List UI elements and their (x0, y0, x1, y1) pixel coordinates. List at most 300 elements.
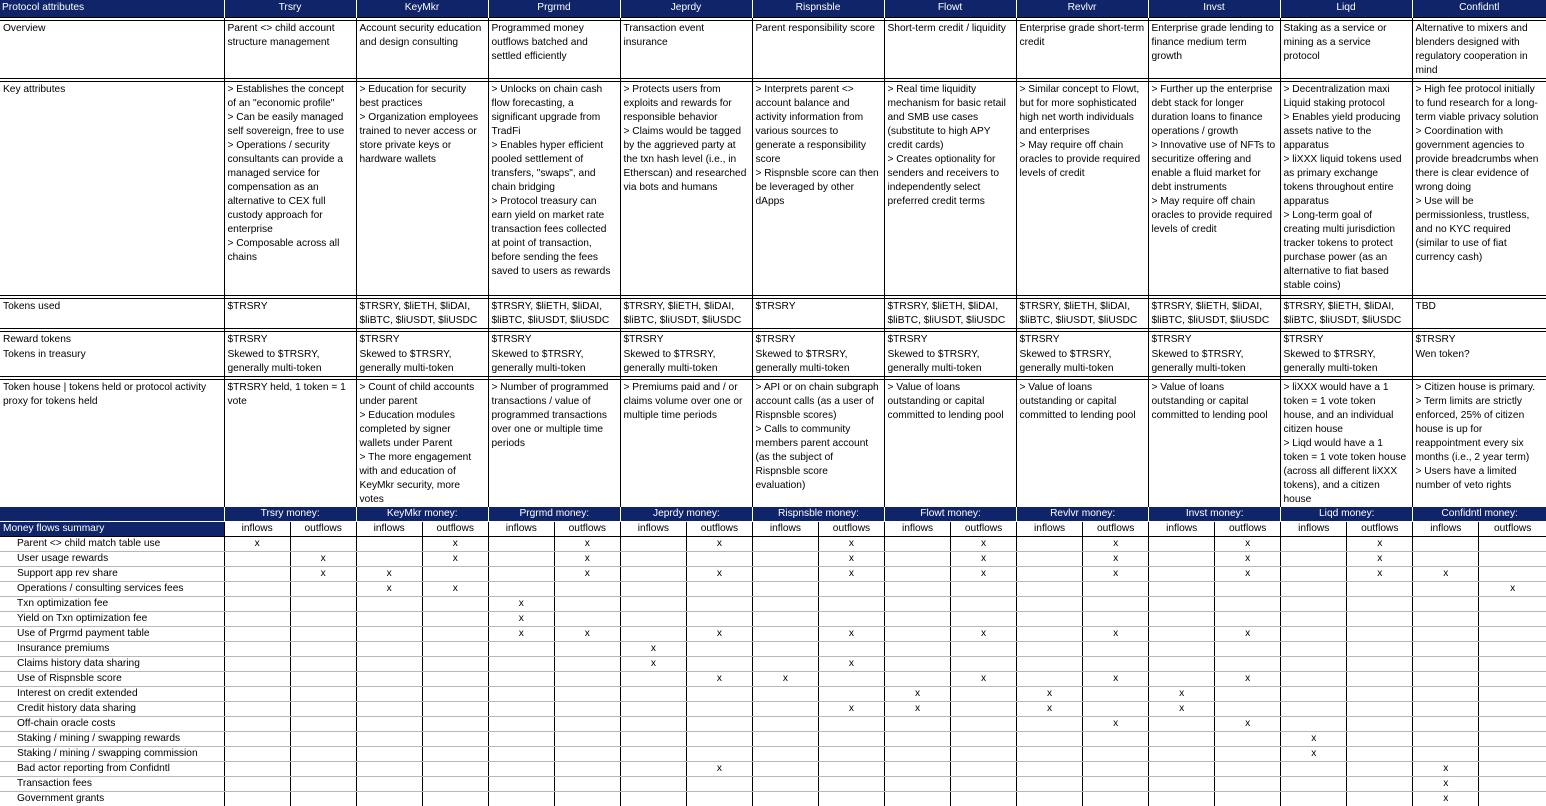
flow-cell (554, 702, 620, 717)
flow-mark: x (717, 568, 722, 579)
flow-cell (1215, 627, 1281, 642)
flow-cell (951, 612, 1017, 627)
flow-cell (1347, 597, 1413, 612)
flow-cell (422, 792, 488, 806)
outflows-header: outflows (686, 522, 752, 537)
flow-cell (752, 792, 818, 806)
inflows-header: inflows (1149, 522, 1215, 537)
flow-cell (1413, 657, 1479, 672)
flow-mark: x (849, 658, 854, 669)
flow-mark: x (717, 538, 722, 549)
flow-cell (1413, 642, 1479, 657)
protocol-header-row (0, 0, 1546, 18)
flow-cell (1413, 582, 1479, 597)
money-group-header: Revlvr money: (1017, 507, 1149, 522)
flow-cell (1215, 642, 1281, 657)
flow-mark: x (1245, 628, 1250, 639)
flow-cell (1479, 687, 1546, 702)
flow-mark: x (1113, 553, 1118, 564)
flow-cell (1149, 642, 1215, 657)
flow-mark: x (1179, 703, 1184, 714)
flow-mark: x (1113, 673, 1118, 684)
flow-cell (1347, 582, 1413, 597)
flow-cell (224, 627, 290, 642)
attribute-cell: $TRSRY (884, 332, 1016, 348)
attribute-cell: Skewed to $TRSRY, generally multi-token (884, 347, 1016, 377)
flow-cell (885, 717, 951, 732)
attribute-cell: Enterprise grade short-term credit (1016, 21, 1148, 79)
flow-cell (488, 702, 554, 717)
flow-cell (488, 792, 554, 806)
attribute-cell: > Decentralization maxi Liquid staking protocol > Enables yield producing assets native to the apparatus > liXXX liquid tokens used as primary exchange tokens throughout entire apparatus > Long-term goal of creating multi jurisdiction tracker tokens to protect purchase power (as an alternative to fiat based stable coins) (1280, 82, 1412, 296)
attribute-cell: Skewed to $TRSRY, generally multi-token (224, 347, 356, 377)
attribute-row-key (0, 82, 1546, 296)
flow-cell (752, 687, 818, 702)
flow-cell (1215, 567, 1281, 582)
flow-cell (488, 612, 554, 627)
flow-cell (224, 597, 290, 612)
flow-cell (356, 567, 422, 582)
flow-cell (686, 537, 752, 552)
flow-cell (1149, 537, 1215, 552)
flow-mark: x (387, 568, 392, 579)
flow-cell (1281, 552, 1347, 567)
flow-cell (422, 567, 488, 582)
flow-cell (554, 747, 620, 762)
flow-cell (951, 582, 1017, 597)
flow-cell (752, 762, 818, 777)
flow-cell (686, 672, 752, 687)
attribute-cell: > High fee protocol initially to fund research for a long-term viable privacy solution > Coordination with government agencies to provide breadcrumbs when there is clear evidence of wrong doing > Use will be permissionless, trustless, and no KYC required (similar to use of fiat currency cash) (1412, 82, 1546, 296)
flow-cell (1149, 657, 1215, 672)
flow-cell (422, 672, 488, 687)
flow-cell (1479, 747, 1546, 762)
flow-cell (1215, 657, 1281, 672)
flow-cell (752, 612, 818, 627)
flow-cell (1149, 762, 1215, 777)
attribute-cell: TBD (1412, 299, 1546, 329)
money-flow-label: Yield on Txn optimization fee (0, 612, 224, 627)
flow-mark: x (981, 553, 986, 564)
flow-cell (818, 792, 884, 806)
flow-cell (951, 777, 1017, 792)
flow-cell (554, 777, 620, 792)
attribute-row-treasury (0, 347, 1546, 377)
flow-cell (885, 672, 951, 687)
row-label: Tokens in treasury (0, 347, 224, 377)
inflows-header: inflows (620, 522, 686, 537)
flow-mark: x (981, 538, 986, 549)
flow-cell (885, 582, 951, 597)
flow-cell (951, 672, 1017, 687)
flow-mark: x (849, 628, 854, 639)
protocol-header: Liqd (1280, 0, 1412, 18)
flow-cell (1017, 717, 1083, 732)
attribute-cell: Transaction event insurance (620, 21, 752, 79)
flow-cell (1281, 537, 1347, 552)
flow-cell (686, 627, 752, 642)
flow-cell (951, 657, 1017, 672)
money-flow-row (0, 642, 1546, 657)
flow-cell (1281, 762, 1347, 777)
flow-cell (356, 702, 422, 717)
flow-cell (1347, 567, 1413, 582)
flow-cell (885, 537, 951, 552)
flow-cell (620, 747, 686, 762)
flow-cell (554, 552, 620, 567)
flow-cell (818, 747, 884, 762)
attribute-cell: > Value of loans outstanding or capital committed to lending pool (1148, 380, 1280, 508)
money-flow-row (0, 597, 1546, 612)
flow-cell (488, 597, 554, 612)
flow-cell (620, 627, 686, 642)
money-flow-row (0, 777, 1546, 792)
flow-cell (1479, 762, 1546, 777)
attribute-cell: > Protects users from exploits and rewards for responsible behavior > Claims would be tagged by the aggrieved party at the txn hash level (i.e., in Etherscan) and researched via bots and humans (620, 82, 752, 296)
flow-cell (1017, 642, 1083, 657)
inflows-header: inflows (1017, 522, 1083, 537)
money-group-header: Rispnsble money: (752, 507, 884, 522)
money-flow-label: Government grants (0, 792, 224, 806)
flow-cell (951, 687, 1017, 702)
flow-cell (818, 537, 884, 552)
money-flow-label: Parent <> child match table use (0, 537, 224, 552)
flow-cell (885, 657, 951, 672)
flow-cell (356, 762, 422, 777)
attribute-cell: $TRSRY, $liETH, $liDAI, $liBTC, $liUSDT, $liUSDC (620, 299, 752, 329)
flow-cell (224, 612, 290, 627)
attribute-cell: > Similar concept to Flowt, but for more sophisticated high net worth individuals and enterprises > May require off chain oracles to provide required levels of credit (1016, 82, 1148, 296)
money-flow-label: Staking / mining / swapping rewards (0, 732, 224, 747)
attribute-cell: > Unlocks on chain cash flow forecasting, a significant upgrade from TradFi > Enables hyper efficient pooled settlement of transfers, "swaps", and chain bridging > Protocol treasury can earn yield on market rate transaction fees collected at point of transaction, before sending the fees saved to users as rewards (488, 82, 620, 296)
flow-cell (1479, 732, 1546, 747)
flow-cell (885, 642, 951, 657)
flow-cell (1083, 762, 1149, 777)
attribute-cell: $TRSRY, $liETH, $liDAI, $liBTC, $liUSDT, $liUSDC (1280, 299, 1412, 329)
protocol-header: Confidntl (1412, 0, 1546, 18)
attribute-cell: > Number of programmed transactions / value of programmed transactions over one or multiple time periods (488, 380, 620, 508)
flow-cell (290, 672, 356, 687)
flow-cell (1083, 792, 1149, 806)
money-flow-row (0, 612, 1546, 627)
flow-cell (1215, 762, 1281, 777)
protocol-header: Rispnsble (752, 0, 884, 18)
money-flow-row (0, 672, 1546, 687)
flow-cell (554, 597, 620, 612)
inflows-header: inflows (1413, 522, 1479, 537)
flow-cell (290, 612, 356, 627)
flow-cell (1413, 732, 1479, 747)
flow-cell (951, 567, 1017, 582)
flow-cell (1413, 537, 1479, 552)
flow-cell (1083, 567, 1149, 582)
flow-cell (1413, 687, 1479, 702)
money-flow-label: Use of Rispnsble score (0, 672, 224, 687)
outflows-header: outflows (1347, 522, 1413, 537)
row-label: Tokens used (0, 299, 224, 329)
flow-cell (554, 687, 620, 702)
flow-cell (290, 627, 356, 642)
flow-cell (620, 717, 686, 732)
flow-cell (620, 567, 686, 582)
attribute-cell: Skewed to $TRSRY, generally multi-token (1148, 347, 1280, 377)
flow-cell (951, 642, 1017, 657)
flow-cell (356, 612, 422, 627)
flow-cell (1083, 537, 1149, 552)
flow-cell (1215, 582, 1281, 597)
attribute-cell: > Establishes the concept of an "economic profile" > Can be easily managed self sovereign, free to use > Operations / security consultants can provide a managed service for compensation as an alternative to CEX full custody approach for enterprise > Composable across all chains (224, 82, 356, 296)
flow-cell (1413, 612, 1479, 627)
flow-cell (356, 642, 422, 657)
flow-cell (290, 777, 356, 792)
attribute-cell: Short-term credit / liquidity (884, 21, 1016, 79)
money-group-header-row (0, 507, 1546, 522)
flow-cell (620, 537, 686, 552)
flow-mark: x (1510, 583, 1515, 594)
flow-cell (686, 717, 752, 732)
flow-cell (620, 732, 686, 747)
inflows-header: inflows (488, 522, 554, 537)
attribute-cell: $TRSRY, $liETH, $liDAI, $liBTC, $liUSDT, $liUSDC (1148, 299, 1280, 329)
flow-cell (752, 642, 818, 657)
flow-cell (1479, 552, 1546, 567)
flow-cell (818, 657, 884, 672)
flow-cell (1149, 627, 1215, 642)
flow-cell (1281, 672, 1347, 687)
flow-cell (1347, 672, 1413, 687)
attribute-cell: $TRSRY, $liETH, $liDAI, $liBTC, $liUSDT, $liUSDC (884, 299, 1016, 329)
flow-cell (1347, 627, 1413, 642)
attribute-cell: Skewed to $TRSRY, generally multi-token (488, 347, 620, 377)
flow-cell (620, 702, 686, 717)
flow-cell (1017, 777, 1083, 792)
flow-cell (356, 687, 422, 702)
money-flow-label: Interest on credit extended (0, 687, 224, 702)
flow-cell (1017, 762, 1083, 777)
flow-cell (1413, 567, 1479, 582)
flow-cell (290, 537, 356, 552)
flow-cell (752, 597, 818, 612)
flow-cell (1083, 582, 1149, 597)
flow-cell (752, 552, 818, 567)
money-flow-label: Operations / consulting services fees (0, 582, 224, 597)
flow-cell (224, 702, 290, 717)
flow-cell (1281, 612, 1347, 627)
flow-cell (422, 642, 488, 657)
flow-mark: x (1047, 703, 1052, 714)
flow-cell (224, 582, 290, 597)
flow-cell (290, 747, 356, 762)
flow-mark: x (585, 568, 590, 579)
flow-cell (356, 627, 422, 642)
flow-cell (1413, 627, 1479, 642)
flow-cell (554, 567, 620, 582)
protocol-header: Invst (1148, 0, 1280, 18)
flow-cell (422, 762, 488, 777)
flow-cell (554, 792, 620, 806)
outflows-header: outflows (1083, 522, 1149, 537)
flow-cell (752, 702, 818, 717)
flow-cell (1281, 687, 1347, 702)
flow-cell (1215, 702, 1281, 717)
flow-cell (885, 597, 951, 612)
flow-cell (1281, 657, 1347, 672)
attribute-cell: Alternative to mixers and blenders designed with regulatory cooperation in mind (1412, 21, 1546, 79)
flow-cell (1479, 597, 1546, 612)
flow-cell (818, 642, 884, 657)
flow-mark: x (1113, 568, 1118, 579)
flow-cell (1413, 702, 1479, 717)
inflows-header: inflows (752, 522, 818, 537)
attribute-cell: Programmed money outflows batched and settled efficiently (488, 21, 620, 79)
flow-cell (818, 717, 884, 732)
flow-mark: x (387, 583, 392, 594)
row-label: Key attributes (0, 82, 224, 296)
flow-cell (1281, 747, 1347, 762)
flow-cell (356, 597, 422, 612)
flow-cell (686, 642, 752, 657)
attribute-cell: > liXXX would have a 1 token = 1 vote token house, and an individual citizen house > Liqd would have a 1 token = 1 vote token house (across all different liXXX tokens), and a citizen house (1280, 380, 1412, 508)
money-flow-label: Credit history data sharing (0, 702, 224, 717)
flow-cell (554, 717, 620, 732)
flow-cell (752, 732, 818, 747)
flow-cell (818, 687, 884, 702)
attribute-cell: $TRSRY (752, 332, 884, 348)
flow-cell (818, 777, 884, 792)
attribute-cell: > Interprets parent <> account balance and activity information from various sources to generate a responsibility score > Rispnsble score can then be leveraged by other dApps (752, 82, 884, 296)
flow-cell (951, 762, 1017, 777)
flow-cell (290, 582, 356, 597)
money-flow-label: Bad actor reporting from Confidntl (0, 762, 224, 777)
flow-cell (1017, 732, 1083, 747)
flow-cell (1413, 747, 1479, 762)
flow-mark: x (453, 538, 458, 549)
outflows-header: outflows (818, 522, 884, 537)
flow-cell (885, 687, 951, 702)
flow-cell (1017, 627, 1083, 642)
flow-cell (554, 732, 620, 747)
attribute-cell: $TRSRY (752, 299, 884, 329)
flow-cell (224, 672, 290, 687)
flow-cell (356, 657, 422, 672)
attribute-cell: Parent responsibility score (752, 21, 884, 79)
flow-cell (1413, 672, 1479, 687)
flow-cell (1215, 747, 1281, 762)
flow-cell (1347, 612, 1413, 627)
flow-cell (686, 597, 752, 612)
protocol-header: Flowt (884, 0, 1016, 18)
flow-cell (885, 762, 951, 777)
flow-cell (1149, 612, 1215, 627)
flow-cell (554, 627, 620, 642)
flow-cell (752, 537, 818, 552)
flow-cell (686, 762, 752, 777)
flow-cell (885, 552, 951, 567)
flow-cell (290, 597, 356, 612)
flow-cell (1479, 537, 1546, 552)
flow-cell (1017, 702, 1083, 717)
flow-cell (1215, 687, 1281, 702)
flow-cell (1413, 762, 1479, 777)
flow-cell (290, 732, 356, 747)
flow-cell (1017, 582, 1083, 597)
flow-cell (818, 567, 884, 582)
flow-cell (620, 552, 686, 567)
flow-mark: x (915, 688, 920, 699)
flow-cell (1149, 777, 1215, 792)
flow-cell (1083, 597, 1149, 612)
attribute-cell: $TRSRY (224, 299, 356, 329)
flow-cell (290, 717, 356, 732)
money-flow-row (0, 567, 1546, 582)
flow-cell (1347, 792, 1413, 806)
inflows-header: inflows (224, 522, 290, 537)
flow-cell (1281, 717, 1347, 732)
flow-cell (224, 642, 290, 657)
flow-cell (1215, 777, 1281, 792)
flow-cell (752, 567, 818, 582)
flow-cell (356, 792, 422, 806)
flow-cell (686, 792, 752, 806)
flow-cell (356, 747, 422, 762)
flow-cell (885, 792, 951, 806)
flow-cell (686, 657, 752, 672)
flow-cell (1215, 537, 1281, 552)
attribute-cell: Account security education and design consulting (356, 21, 488, 79)
flow-cell (951, 717, 1017, 732)
attribute-cell: > Further up the enterprise debt stack for longer duration loans to finance operations / growth > Innovative use of NFTs to securitize offering and enable a fluid market for debt instruments > May require off chain oracles to provide required levels of credit (1148, 82, 1280, 296)
flow-cell (290, 702, 356, 717)
flow-mark: x (651, 643, 656, 654)
flow-cell (488, 537, 554, 552)
flow-cell (1479, 582, 1546, 597)
flow-mark: x (519, 628, 524, 639)
flow-cell (1149, 582, 1215, 597)
flow-cell (1347, 657, 1413, 672)
flow-cell (488, 732, 554, 747)
protocol-header: Trsry (224, 0, 356, 18)
flow-mark: x (1113, 718, 1118, 729)
flow-cell (1149, 732, 1215, 747)
flow-cell (1281, 702, 1347, 717)
flow-cell (1347, 702, 1413, 717)
flow-cell (1017, 612, 1083, 627)
flow-cell (620, 657, 686, 672)
flow-mark: x (1377, 568, 1382, 579)
flow-mark: x (849, 568, 854, 579)
flow-mark: x (981, 568, 986, 579)
flow-cell (1281, 642, 1347, 657)
money-corner-cell (0, 507, 224, 522)
flow-cell (620, 762, 686, 777)
flow-cell (554, 582, 620, 597)
row-label: Reward tokens (0, 332, 224, 348)
attribute-cell: > Premiums paid and / or claims volume over one or multiple time periods (620, 380, 752, 508)
flow-cell (686, 612, 752, 627)
flow-cell (1479, 792, 1546, 806)
row-label: Overview (0, 21, 224, 79)
flow-mark: x (1179, 688, 1184, 699)
flow-cell (885, 702, 951, 717)
attribute-cell: Skewed to $TRSRY, generally multi-token (620, 347, 752, 377)
flow-cell (1215, 552, 1281, 567)
money-flow-row (0, 747, 1546, 762)
money-flow-row (0, 687, 1546, 702)
flow-cell (422, 777, 488, 792)
flow-cell (1215, 597, 1281, 612)
flow-cell (554, 642, 620, 657)
flow-cell (1017, 567, 1083, 582)
